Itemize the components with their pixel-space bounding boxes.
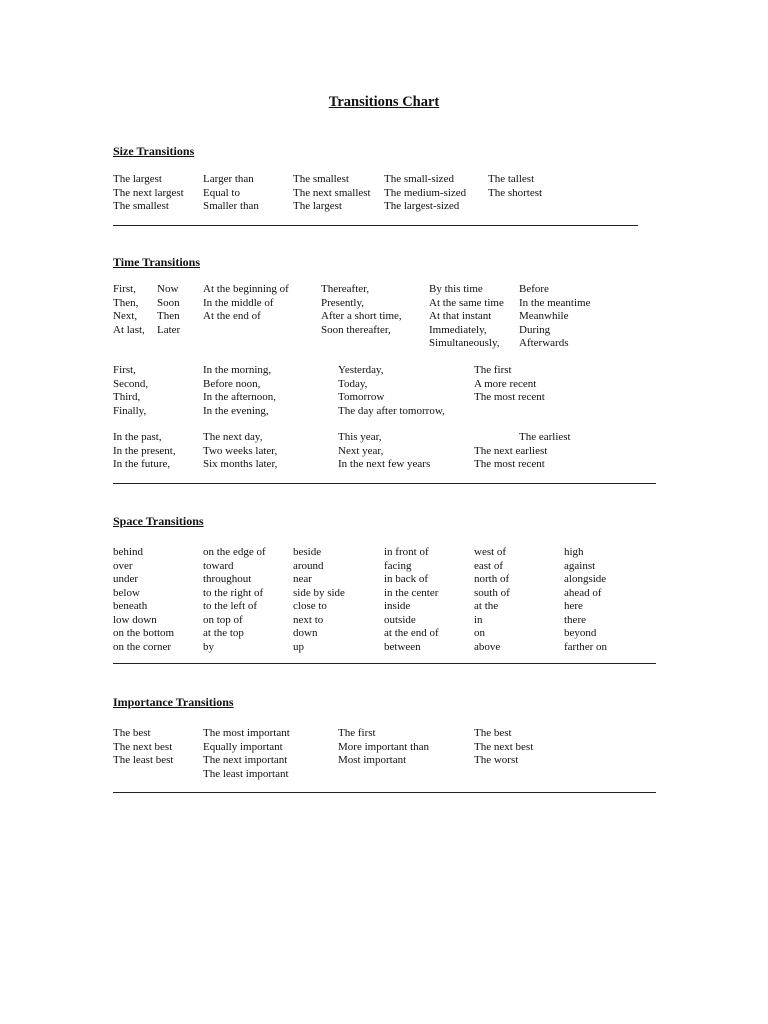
transition-phrase: In the morning,: [203, 364, 272, 376]
transition-phrase: behind: [113, 546, 143, 558]
transition-phrase: In the evening,: [203, 404, 269, 417]
transition-phrase: The next largest: [113, 186, 184, 199]
transition-phrase: The next smallest: [293, 186, 371, 199]
transition-phrase: In the next few years: [338, 458, 431, 470]
transition-phrase: over: [113, 559, 133, 572]
transition-phrase: there: [564, 613, 586, 626]
space-column: [474, 546, 510, 654]
transition-phrase: After a short time,: [321, 310, 402, 322]
transition-phrase: Presently,: [321, 296, 364, 309]
transition-phrase: First,: [113, 283, 136, 295]
transition-phrase: The earliest: [519, 431, 571, 443]
time-column: [203, 364, 276, 418]
transition-phrase: In the meantime: [519, 296, 591, 309]
transition-phrase: Thereafter,: [321, 283, 370, 295]
transition-phrase: here: [564, 600, 583, 612]
transition-phrase: to the left of: [203, 600, 258, 612]
time-column: [519, 431, 571, 445]
size-column: [113, 173, 184, 214]
transition-phrase: A more recent: [474, 377, 537, 390]
transition-phrase: In the future,: [113, 458, 171, 470]
time-column: [157, 283, 180, 337]
time-column: [338, 431, 430, 472]
transition-phrase: north of: [474, 573, 510, 585]
transition-phrase: The medium-sized: [384, 186, 467, 199]
size-transitions-heading: Size Transitions: [113, 144, 195, 158]
transition-phrase: The day after tomorrow,: [338, 404, 445, 417]
transition-phrase: In the afternoon,: [203, 391, 276, 403]
transition-phrase: beneath: [113, 600, 148, 612]
transition-phrase: Second,: [113, 377, 149, 390]
transition-phrase: Equal to: [203, 186, 240, 199]
transition-phrase: by: [203, 640, 214, 653]
transition-phrase: east of: [474, 559, 504, 572]
transition-phrase: The shortest: [488, 186, 543, 199]
time-column: [519, 283, 590, 351]
time-column: [203, 431, 277, 472]
transition-phrase: Before noon,: [203, 377, 261, 390]
transition-phrase: The smallest: [113, 200, 169, 212]
time-column: [338, 364, 445, 418]
transition-phrase: up: [293, 640, 304, 653]
page-title: Transitions Chart: [328, 94, 440, 110]
transition-phrase: at the end of: [384, 627, 439, 639]
time-transitions-heading: Time Transitions: [113, 255, 201, 269]
transition-phrase: By this time: [429, 283, 483, 295]
transition-phrase: down: [293, 627, 318, 639]
size-column: [203, 173, 259, 214]
transition-phrase: beyond: [564, 627, 597, 639]
transition-phrase: under: [113, 573, 139, 585]
transition-phrase: south of: [474, 586, 510, 599]
transition-phrase: on top of: [203, 613, 243, 626]
transition-phrase: low down: [113, 613, 157, 626]
transition-phrase: Now: [157, 283, 179, 295]
transition-phrase: The first: [474, 364, 512, 376]
importance-column: [113, 727, 173, 768]
transition-phrase: Before: [519, 283, 549, 295]
transition-phrase: The next earliest: [474, 444, 548, 457]
transition-phrase: at the top: [203, 627, 244, 639]
transition-phrase: in the center: [384, 586, 439, 599]
transition-phrase: throughout: [203, 573, 252, 585]
transition-phrase: in back of: [384, 573, 428, 585]
transition-phrase: The tallest: [488, 173, 535, 185]
transition-phrase: Later: [157, 323, 181, 336]
transition-phrase: Next year,: [338, 444, 384, 457]
importance-column: [338, 727, 429, 768]
transition-phrase: Third,: [113, 391, 141, 403]
transition-phrase: on the corner: [113, 640, 172, 653]
transition-phrase: next to: [293, 613, 324, 626]
time-column: [113, 431, 176, 472]
transition-phrase: Then: [157, 310, 180, 322]
transition-phrase: This year,: [338, 431, 382, 443]
transition-phrase: At last,: [113, 323, 145, 336]
time-column: [113, 364, 148, 418]
transition-phrase: high: [564, 546, 584, 558]
transition-phrase: At the same time: [429, 296, 504, 309]
time-column: [429, 283, 504, 351]
transition-phrase: Tomorrow: [338, 391, 385, 403]
transition-phrase: Then,: [113, 296, 139, 309]
importance-transitions-heading: Importance Transitions: [113, 695, 234, 709]
transition-phrase: In the present,: [113, 444, 176, 457]
transition-phrase: on: [474, 627, 485, 639]
transition-phrase: beside: [293, 546, 322, 558]
transition-phrase: The least important: [203, 767, 289, 780]
section-divider: [113, 225, 638, 226]
transition-phrase: Yesterday,: [338, 364, 384, 376]
transition-phrase: Two weeks later,: [203, 444, 278, 457]
transition-phrase: to the right of: [203, 586, 264, 599]
section-divider: [113, 792, 656, 793]
transition-phrase: The most recent: [474, 391, 545, 403]
transition-phrase: At the beginning of: [203, 283, 289, 295]
time-column: [321, 283, 402, 337]
space-column: [384, 546, 439, 654]
transition-phrase: The next best: [113, 740, 173, 753]
transition-phrase: Today,: [338, 377, 368, 390]
transition-phrase: in front of: [384, 546, 429, 558]
size-column: [293, 173, 371, 214]
transition-phrase: The first: [338, 727, 376, 739]
transition-phrase: inside: [384, 600, 411, 612]
transition-phrase: side by side: [293, 586, 345, 599]
transition-phrase: on the edge of: [203, 546, 266, 558]
transition-phrase: facing: [384, 559, 412, 572]
transition-phrase: The least best: [113, 754, 174, 766]
transition-phrase: Immediately,: [429, 323, 487, 336]
size-column: [488, 173, 542, 200]
transition-phrase: In the past,: [113, 431, 162, 443]
transition-phrase: At that instant: [429, 310, 492, 322]
time-column: [203, 283, 289, 324]
transition-phrase: The small-sized: [384, 173, 454, 185]
time-column: [113, 283, 145, 337]
transition-phrase: The next best: [474, 740, 534, 753]
transition-phrase: alongside: [564, 573, 607, 585]
section-divider: [113, 483, 656, 484]
transition-phrase: The most recent: [474, 458, 545, 470]
transition-phrase: in: [474, 613, 483, 626]
transition-phrase: The best: [113, 727, 151, 739]
space-column: [293, 546, 345, 654]
transition-phrase: below: [113, 586, 140, 599]
transition-phrase: at the: [474, 600, 499, 612]
transition-phrase: Equally important: [203, 740, 283, 753]
transition-phrase: The worst: [474, 754, 519, 766]
transition-phrase: The best: [474, 727, 512, 739]
transition-phrase: Afterwards: [519, 337, 569, 349]
transition-phrase: on the bottom: [113, 627, 175, 639]
transition-phrase: In the middle of: [203, 296, 274, 309]
transition-phrase: Meanwhile: [519, 310, 569, 322]
transition-phrase: Smaller than: [203, 200, 259, 212]
transition-phrase: between: [384, 640, 421, 653]
transition-phrase: ahead of: [564, 586, 602, 599]
transition-phrase: The smallest: [293, 173, 349, 185]
transition-phrase: around: [293, 559, 324, 572]
transition-phrase: toward: [203, 559, 234, 572]
space-column: [203, 546, 266, 654]
importance-column: [474, 727, 533, 768]
time-column: [474, 364, 545, 405]
transition-phrase: Larger than: [203, 173, 254, 185]
transition-phrase: near: [293, 573, 312, 585]
importance-column: [203, 727, 290, 781]
transition-phrase: against: [564, 559, 596, 572]
transition-phrase: Six months later,: [203, 458, 278, 470]
size-column: [384, 173, 466, 214]
transition-phrase: The next day,: [203, 431, 263, 443]
transition-phrase: The largest: [293, 200, 342, 212]
transition-phrase: outside: [384, 613, 416, 626]
transition-phrase: More important than: [338, 740, 430, 753]
transition-phrase: The largest-sized: [384, 200, 460, 212]
section-divider: [113, 663, 656, 664]
transition-phrase: above: [474, 640, 501, 653]
space-column: [564, 546, 607, 654]
transition-phrase: Soon thereafter,: [321, 323, 391, 336]
transition-phrase: close to: [293, 600, 327, 612]
transition-phrase: First,: [113, 364, 136, 376]
transition-phrase: At the end of: [203, 310, 261, 322]
transition-phrase: Next,: [113, 310, 138, 322]
transition-phrase: The most important: [203, 727, 290, 739]
transition-phrase: Simultaneously,: [429, 337, 500, 349]
transition-phrase: Most important: [338, 754, 407, 766]
space-column: [113, 546, 174, 654]
transition-phrase: Finally,: [113, 404, 147, 417]
transition-phrase: The next important: [203, 754, 288, 766]
transition-phrase: During: [519, 323, 551, 336]
transition-phrase: Soon: [157, 296, 180, 309]
transition-phrase: west of: [474, 546, 507, 558]
transition-phrase: farther on: [564, 640, 608, 653]
space-transitions-heading: Space Transitions: [113, 514, 204, 528]
transition-phrase: The largest: [113, 173, 162, 185]
